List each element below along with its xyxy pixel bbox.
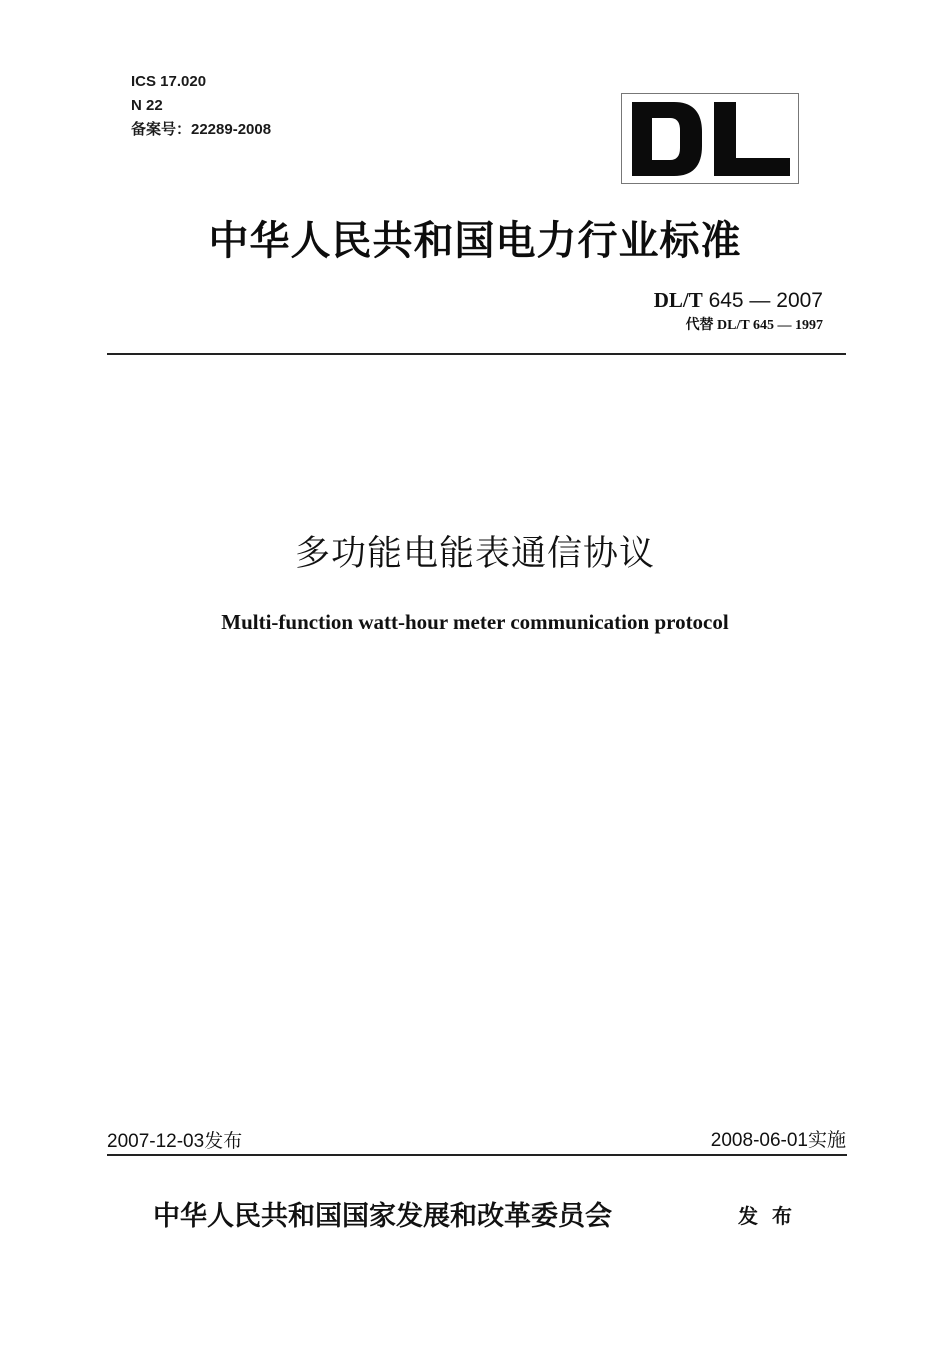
publish-label: 发布	[738, 1204, 806, 1228]
implementation-date: 2008-06-01实施	[710, 1130, 846, 1151]
issue-date: 2007-12-03发布	[107, 1131, 243, 1152]
replaced-standard: 代替 DL/T 645 — 1997	[685, 318, 823, 333]
footer-divider	[107, 1154, 847, 1156]
publisher-name: 中华人民共和国国家发展和改革委员会	[153, 1201, 612, 1232]
standard-category-title: 中华人民共和国电力行业标准	[208, 217, 742, 264]
dl-logo-mark-icon	[622, 94, 798, 183]
standard-number	[654, 288, 823, 313]
standard-number-value: 645 — 2007	[708, 289, 823, 312]
document-title-cn: 多功能电能表通信协议	[294, 534, 655, 574]
document-title-en: Multi-function watt-hour meter communication protocol	[221, 610, 729, 634]
dl-logo	[621, 93, 799, 184]
ics-code: ICS 17.020	[131, 73, 207, 90]
record-number: 备案号：22289-2008	[131, 121, 272, 138]
classification-code: N 22	[131, 97, 163, 114]
standard-prefix: DL/T	[653, 288, 703, 312]
document-metadata	[131, 70, 271, 142]
header-divider	[107, 353, 846, 355]
